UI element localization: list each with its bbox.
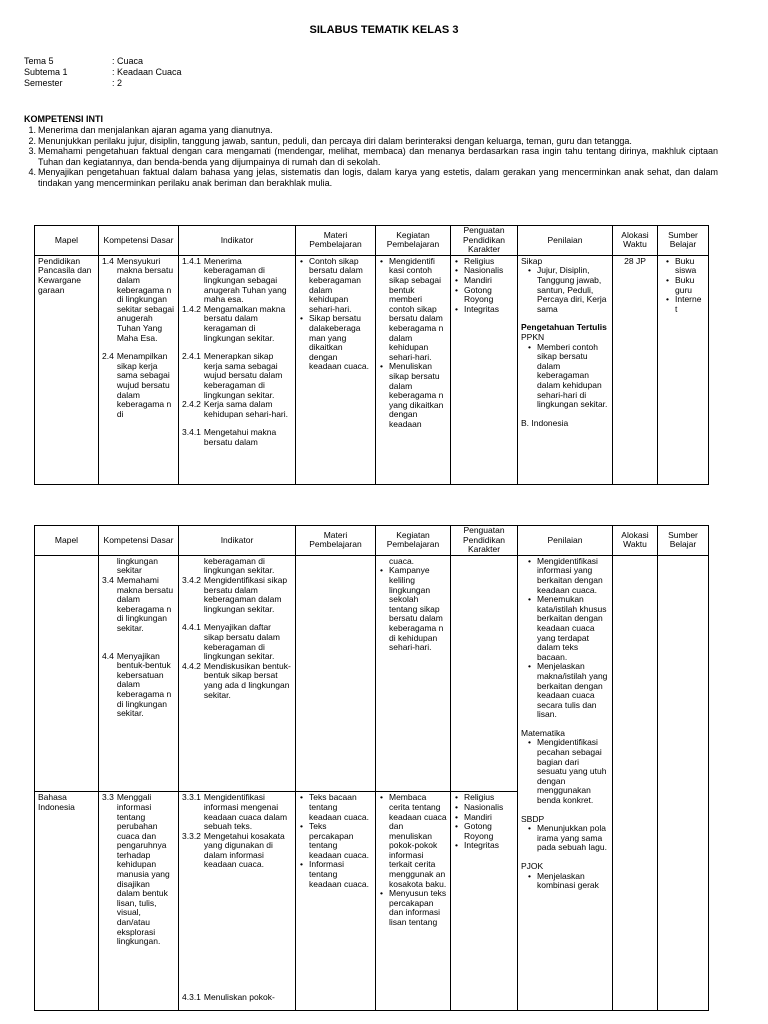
penilaian-item: • Menjelaskan kombinasi gerak: [537, 872, 609, 891]
penilaian-bindo-label: B. Indonesia: [521, 417, 569, 428]
penilaian-sbdp-label: SBDP: [521, 813, 545, 824]
kegiatan-item: • Menuliskan sikap bersatu dalam keberagama n yang dikaitkan dengan keadaan: [389, 362, 447, 429]
cell-ppk: [451, 792, 518, 1010]
cell-sumber: [658, 255, 709, 484]
ppk-item: • Religius: [464, 257, 514, 267]
cell-kegiatan: [376, 555, 451, 792]
cell-kegiatan: [376, 792, 451, 1010]
cell-penilaian: [518, 255, 613, 484]
kegiatan-item: • Mengidentifi kasi contoh sikap sebagai bentuk memberi contoh sikap bersatu dalam keberagama n dalam kehidupan sehari-hari.: [389, 257, 447, 363]
indikator-item: 3.4.2 Mengidentifikasi sikap bersatu dalam keberagaman dalam lingkungan sekitar.: [182, 574, 288, 614]
indikator-item: 3.3.1 Mengidentifikasi informasi mengenai keadaan cuaca dalam sebuah teks.: [182, 793, 288, 832]
header-penilaian: Penilaian: [518, 226, 613, 256]
penilaian-item: • Mengidentifikasi pecahan sebagai bagian dari sesuatu yang utuh dengan menggunakan benda konkret.: [537, 738, 609, 805]
cell-kompetensi-dasar: [99, 555, 179, 792]
indikator-item: 3.4.1 Mengetahui makna bersatu dalam: [182, 427, 277, 447]
cell-kompetensi-dasar: [99, 792, 179, 1010]
kd-item: 3.4 Memahami makna bersatu dalam keberagama n di lingkungan sekitar.: [102, 574, 174, 633]
cell-mapel: [35, 555, 99, 792]
indikator-item: 4.3.1 Menuliskan pokok-: [182, 992, 275, 1003]
table-row: [35, 255, 709, 484]
cell-alokasi: [613, 555, 658, 1010]
ppk-item: • Mandiri: [464, 813, 514, 823]
sumber-item: • Buku siswa: [675, 257, 705, 276]
materi-item: • Teks bacaan tentang keadaan cuaca.: [309, 793, 372, 822]
ki-item: 1. Menerima dan menjalankan ajaran agama yang dianutnya.: [28, 125, 273, 135]
header-alokasi: Alokasi Waktu: [613, 226, 658, 256]
indikator-item: 1.4.2 Mengamalkan makna bersatu dalam keragaman di lingkungan sekitar.: [182, 303, 286, 343]
kd-item: 4.4 Menyajikan bentuk-bentuk kebersatuan dalam keberagama n di lingkungan sekitar.: [102, 650, 172, 719]
indikator-item: 3.3.2 Mengetahui kosakata yang digunakan di dalam informasi keadaan cuaca.: [182, 830, 285, 870]
header-materi: Materi Pembelajaran: [296, 226, 376, 256]
header-sumber: Sumber Belajar: [658, 526, 709, 556]
header-ppk: Penguatan Pendidikan Karakter: [451, 226, 518, 256]
header-indikator: Indikator: [179, 526, 296, 556]
penilaian-item: • Jujur, Disiplin, Tanggung jawab, santun, Peduli, Percaya diri, Kerja sama: [537, 266, 609, 314]
cell-indikator: [179, 792, 296, 1010]
indikator-item: 2.4.2 Kerja sama dalam kehidupan sehari-hari.: [182, 399, 289, 419]
table-header-row: [35, 526, 709, 556]
meta-row-subtema: Subtema 1 : Keadaan Cuaca: [24, 67, 182, 77]
ppk-item: • Nasionalis: [464, 803, 514, 813]
cell-alokasi: 28 JP: [613, 255, 658, 484]
header-ppk: Penguatan Pendidikan Karakter: [451, 526, 518, 556]
header-kompetensi-dasar: Kompetensi Dasar: [99, 526, 179, 556]
header-penilaian: Penilaian: [518, 526, 613, 556]
cell-penilaian: [518, 555, 613, 1010]
cell-ppk: [451, 555, 518, 792]
header-kompetensi-dasar: Kompetensi Dasar: [99, 226, 179, 256]
document-title: SILABUS TEMATIK KELAS 3: [309, 24, 459, 36]
silabus-table-page1: [34, 225, 709, 485]
header-alokasi: Alokasi Waktu: [613, 526, 658, 556]
header-materi: Materi Pembelajaran: [296, 526, 376, 556]
ki-item: 4. Menyajikan pengetahuan faktual dalam bahasa yang jelas, sistematis dan logis, dalam karya yang estetis, dalam gerakan yang mencerminkan anak sehat, dan dalam tindakan yang mencerminkan perilaku anak beriman dan berakhlak mulia.: [28, 167, 718, 188]
kegiatan-item: • Menyusun teks percakapan dan informasi lisan tentang: [389, 889, 447, 927]
penilaian-matematika-label: Matematika: [521, 727, 565, 738]
cell-kompetensi-dasar: [99, 255, 179, 484]
cell-materi: [296, 555, 376, 792]
silabus-table-page2: [34, 525, 709, 1011]
header-mapel: Mapel: [35, 526, 99, 556]
indikator-item: 4.4.1 Menyajikan daftar sikap bersatu dalam keberagaman di lingkungan sekitar.: [182, 622, 280, 662]
penilaian-item: • Memberi contoh sikap bersatu dalam keberagaman dalam kehidupan sehari-hari di lingkungan sekitar.: [537, 343, 609, 410]
materi-item: • Teks percakapan tentang keadaan cuaca.: [309, 822, 372, 860]
ppk-item: • Integritas: [464, 841, 514, 851]
materi-item: • Informasi tentang keadaan cuaca.: [309, 860, 372, 889]
kd-continuation: lingkungan sekitar: [116, 556, 158, 576]
penilaian-ppkn-label: PPKN: [521, 331, 545, 342]
cell-indikator: [179, 255, 296, 484]
indikator-item: 1.4.1 Menerima keberagaman di lingkungan sebagai anugerah Tuhan yang maha esa.: [182, 256, 287, 305]
kd-item: 3.3 Menggali informasi tentang perubahan cuaca dan pengaruhnya terhadap kehidupan manusia yang disajikan dalam bentuk lisan, tulis, visual, dan/atau eksplorasi lingkungan.: [102, 793, 170, 947]
meta-row-semester: Semester : 2: [24, 78, 123, 88]
penilaian-pjok-label: PJOK: [521, 861, 544, 871]
penilaian-item: • Menunjukkan pola irama yang sama pada sebuah lagu.: [537, 824, 609, 853]
cell-materi: [296, 255, 376, 484]
kompetensi-inti-heading: KOMPETENSI INTI: [24, 114, 104, 124]
header-sumber: Sumber Belajar: [658, 226, 709, 256]
penilaian-item: • Menemukan kata/istilah khusus berkaitan dengan keadaan cuaca yang terdapat dalam teks bacaan.: [537, 595, 609, 662]
cell-ppk: [451, 255, 518, 484]
cell-mapel: Pendidikan Pancasila dan Kewargane garaan: [35, 255, 99, 484]
table-header-row: [35, 226, 709, 256]
header-kegiatan: Kegiatan Pembelajaran: [376, 526, 451, 556]
indikator-continuation: keberagaman di lingkungan sekitar.: [203, 556, 275, 576]
ppk-item: • Integritas: [464, 305, 514, 315]
header-kegiatan: Kegiatan Pembelajaran: [376, 226, 451, 256]
kompetensi-inti-list: [24, 125, 718, 189]
table-row: [35, 555, 709, 792]
cell-kegiatan: [376, 255, 451, 484]
ppk-item: • Mandiri: [464, 276, 514, 286]
ki-item: 2. Menunjukkan perilaku jujur, disiplin, tanggung jawab, santun, peduli, dan percaya diri dalam berinteraksi dengan keluarga, teman, guru dan tetangga.: [28, 135, 632, 146]
ki-item: 3. Memahami pengetahuan faktual dengan cara mengamati (mendengar, melihat, membaca) dan menanya berdasarkan rasa ingin tahu tentang dirinya, makhluk ciptaan Tuhan dan kegiatannya, dan benda-benda yang dijumpainya di rumah dan di sekolah.: [28, 146, 718, 167]
penilaian-item: • Menjelaskan makna/istilah yang berkaitan dengan keadaan cuaca secara tulis dan lisan.: [537, 662, 609, 720]
cell-materi: [296, 792, 376, 1010]
kegiatan-item: • Kampanye keliling lingkungan sekolah tentang sikap bersatu dalam keberagama n di kehidupan sehari-hari.: [389, 566, 447, 652]
cell-mapel: Bahasa Indonesia: [35, 792, 99, 1010]
penilaian-sikap-label: Sikap: [521, 256, 543, 266]
kegiatan-continuation: cuaca.: [389, 556, 415, 566]
header-indikator: Indikator: [179, 226, 296, 256]
materi-item: • Sikap bersatu dalakeberaga man yang dikaitkan dengan keadaan cuaca.: [309, 314, 372, 372]
penilaian-pengetahuan-label: Pengetahuan Tertulis: [521, 322, 607, 333]
sumber-item: • Interne t: [675, 295, 705, 314]
ppk-item: • Nasionalis: [464, 266, 514, 276]
penilaian-item: • Mengidentifikasi informasi yang berkaitan dengan keadaan cuaca.: [537, 557, 609, 595]
kd-item: 1.4 Mensyukuri makna bersatu dalam keberagama n di lingkungan sekitar sebagai anugerah Tuhan Yang Maha Esa.: [102, 256, 174, 343]
cell-sumber: [658, 555, 709, 1010]
materi-item: • Contoh sikap bersatu dalam keberagaman dalam kehidupan sehari-hari.: [309, 257, 372, 315]
cell-indikator: [179, 555, 296, 792]
header-mapel: Mapel: [35, 226, 99, 256]
meta-row-tema: Tema 5 : Cuaca: [24, 56, 144, 66]
ppk-item: • Gotong Royong: [464, 822, 514, 841]
indikator-item: 4.4.2 Mendiskusikan bentuk- bentuk sikap bersat yang ada d lingkungan sekitar.: [182, 660, 291, 700]
ppk-item: • Gotong Royong: [464, 286, 514, 305]
meta-info: [24, 56, 182, 89]
sumber-item: • Buku guru: [675, 276, 705, 295]
kd-item: 2.4 Menampilkan sikap kerja sama sebagai wujud bersatu dalam keberagama n di: [102, 351, 172, 419]
ppk-item: • Religius: [464, 793, 514, 803]
kegiatan-item: • Membaca cerita tentang keadaan cuaca dan menuliskan pokok-pokok informasi terkait cerita menggunak an kosakota baku.: [389, 793, 447, 889]
indikator-item: 2.4.1 Menerapkan sikap kerja sama sebagai wujud bersatu dalam keberagaman di lingkungan sekitar.: [182, 351, 283, 400]
